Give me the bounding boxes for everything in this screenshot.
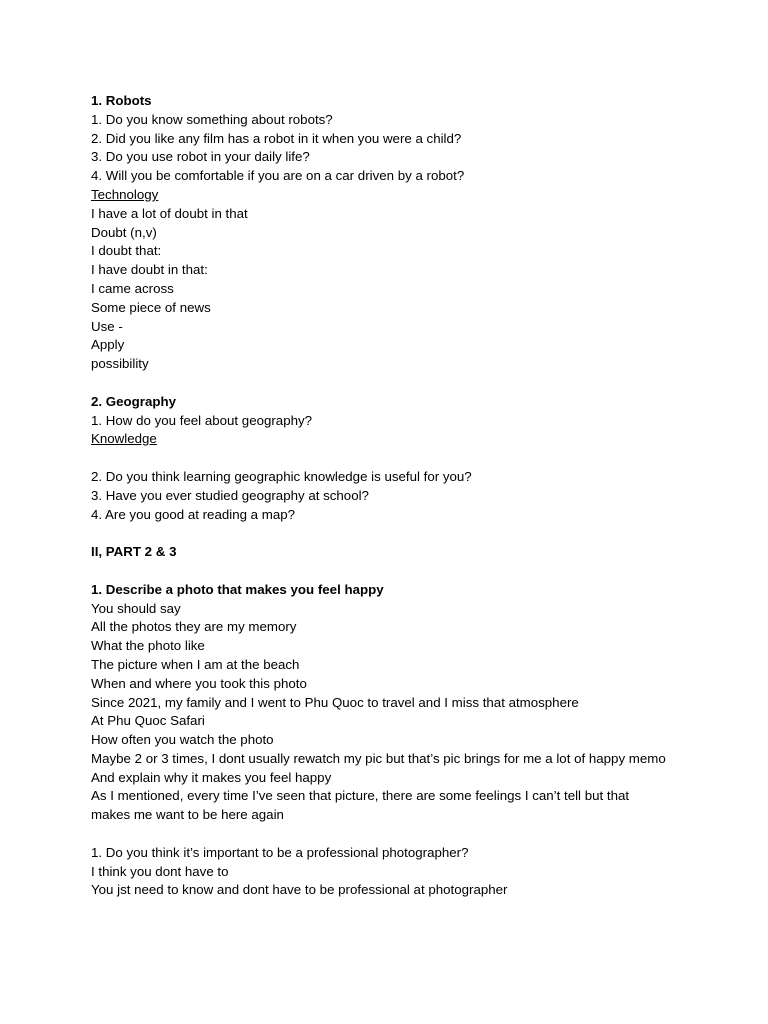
text-line: 2. Do you think learning geographic knowledge is useful for you? xyxy=(91,468,472,484)
blank-line xyxy=(91,449,708,468)
text-line: I have a lot of doubt in that xyxy=(91,205,248,221)
text-line: 2. Did you like any film has a robot in it when you were a child? xyxy=(91,130,462,146)
text-line: Some piece of news xyxy=(91,299,211,315)
blank-line xyxy=(91,825,708,844)
text-line: You should say xyxy=(91,600,181,616)
text-line: Maybe 2 or 3 times, I dont usually rewatch my pic but that’s pic brings for me a lot of happy memo xyxy=(91,750,666,766)
text-line: 3. Have you ever studied geography at school? xyxy=(91,487,369,503)
text-line: I have doubt in that: xyxy=(91,262,208,278)
text-line: 1. How do you feel about geography? xyxy=(91,412,313,428)
underlined-note: Technology xyxy=(91,186,159,202)
text-line: As I mentioned, every time I’ve seen that picture, there are some feelings I can’t tell but that makes me want to be here again xyxy=(91,788,630,823)
text-line: 1. Do you think it’s important to be a professional photographer? xyxy=(91,844,469,860)
text-line: 1. Do you know something about robots? xyxy=(91,111,333,127)
text-line: possibility xyxy=(91,356,149,372)
text-line: All the photos they are my memory xyxy=(91,619,297,635)
text-line: How often you watch the photo xyxy=(91,732,274,748)
blank-line xyxy=(91,562,708,581)
text-line: What the photo like xyxy=(91,638,205,654)
section-heading: 1. Describe a photo that makes you feel happy xyxy=(91,581,384,597)
blank-line xyxy=(91,524,708,543)
text-line: 3. Do you use robot in your daily life? xyxy=(91,149,310,165)
text-line: And explain why it makes you feel happy xyxy=(91,769,332,785)
text-line: When and where you took this photo xyxy=(91,675,307,691)
text-line: I think you dont have to xyxy=(91,863,229,879)
document-body xyxy=(91,92,708,900)
section-heading: 1. Robots xyxy=(91,93,152,108)
text-line: Apply xyxy=(91,337,125,353)
text-line: 4. Are you good at reading a map? xyxy=(91,506,296,522)
text-line: 4. Will you be comfortable if you are on a car driven by a robot? xyxy=(91,168,465,184)
text-line: Use - xyxy=(91,318,123,334)
text-line: Since 2021, my family and I went to Phu Quoc to travel and I miss that atmosphere xyxy=(91,694,579,710)
section-heading: II, PART 2 & 3 xyxy=(91,544,177,560)
text-line: I doubt that: xyxy=(91,243,162,259)
text-line: Doubt (n,v) xyxy=(91,224,157,240)
text-line: I came across xyxy=(91,280,174,296)
text-line: At Phu Quoc Safari xyxy=(91,713,205,729)
text-line: You jst need to know and dont have to be professional at photographer xyxy=(91,882,508,898)
section-heading: 2. Geography xyxy=(91,393,176,409)
underlined-note: Knowledge xyxy=(91,431,157,447)
blank-line xyxy=(91,374,708,393)
text-line: The picture when I am at the beach xyxy=(91,656,300,672)
